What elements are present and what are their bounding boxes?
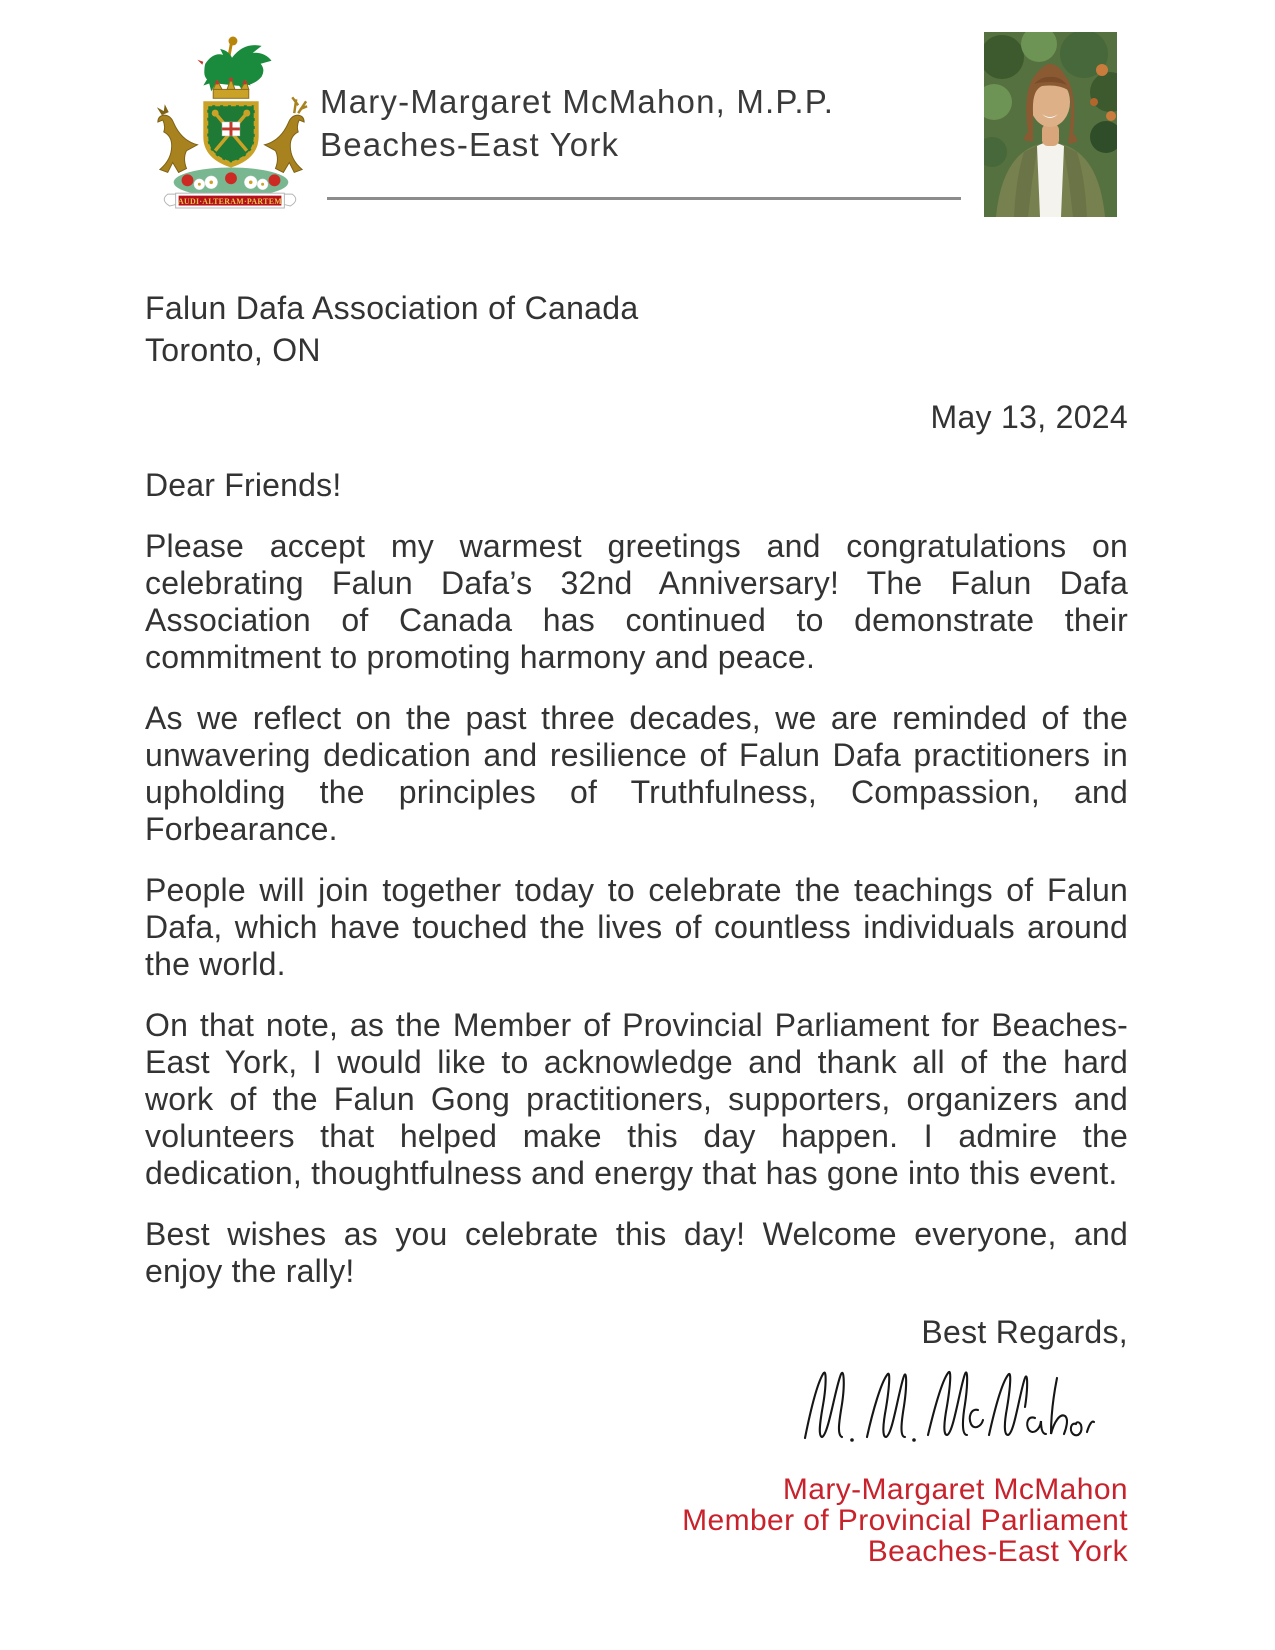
body-paragraph: On that note, as the Member of Provincial Parliament for Beaches-East York, I would like to acknowledge and thank all of the hard work of the Falun Gong practitioners, supporters, organizers and volunteers that helped make this day happen. I admire the dedication, thoughtfulness and energy that has gone into this event. bbox=[145, 1007, 1128, 1191]
ontario-coat-of-arms-icon bbox=[146, 34, 314, 214]
body-paragraph: Best wishes as you celebrate this day! Welcome everyone, and enjoy the rally! bbox=[145, 1216, 1128, 1289]
letter-date: May 13, 2024 bbox=[930, 399, 1128, 435]
signoff-block bbox=[145, 1474, 1128, 1567]
mpp-name: Mary-Margaret McMahon, M.P.P. bbox=[320, 83, 835, 120]
body-paragraph: Please accept my warmest greetings and congratulations on celebrating Falun Dafa’s 32nd Anniversary! The Falun Dafa Association of Canada has continued to demonstrate their commitment to promoting harmony and peace. bbox=[145, 528, 1128, 675]
signoff-name: Mary-Margaret McMahon bbox=[782, 1473, 1128, 1506]
recipient-line: Toronto, ON bbox=[145, 332, 321, 368]
closing: Best Regards, bbox=[921, 1314, 1128, 1350]
salutation: Dear Friends! bbox=[145, 467, 342, 503]
letterhead-name-block bbox=[320, 80, 834, 166]
signoff-title: Member of Provincial Parliament bbox=[682, 1504, 1128, 1537]
body-paragraph: As we reflect on the past three decades, we are reminded of the unwavering dedication and resilience of Falun Dafa practitioners in upholding the principles of Truthfulness, Compassion, and Forbearance. bbox=[145, 700, 1128, 847]
letter-body bbox=[145, 467, 1128, 1314]
header-divider bbox=[327, 197, 961, 200]
crest-motto: AUDI·ALTERAM·PARTEM bbox=[178, 197, 282, 207]
recipient-line: Falun Dafa Association of Canada bbox=[145, 290, 639, 326]
body-paragraph: People will join together today to celebrate the teachings of Falun Dafa, which have touched the lives of countless individuals around the world. bbox=[145, 872, 1128, 982]
portrait-photo bbox=[984, 32, 1117, 217]
signature-image bbox=[795, 1350, 1095, 1454]
signoff-riding: Beaches-East York bbox=[867, 1535, 1128, 1568]
recipient-block bbox=[145, 287, 638, 371]
mpp-riding: Beaches-East York bbox=[320, 126, 620, 163]
